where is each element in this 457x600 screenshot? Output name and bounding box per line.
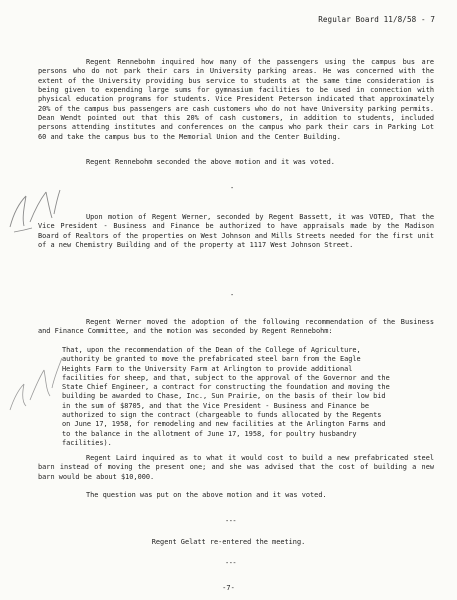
- separator-triple-dash: ---: [225, 559, 237, 567]
- page-number: -7-: [222, 584, 235, 592]
- separator-dash: -: [230, 291, 234, 299]
- handwritten-margin-note: [4, 340, 66, 420]
- paragraph-bus-inquiry: Regent Rennebohm inquired how many of the passengers using the campus bus are persons who do not park their cars in University parking areas. He was concerned with the extent of the University providing bus service to students at the same time consideration is being given to expending large sums for gymnasium facilities to be used in connection with physical education programs for students. Vice President Peterson indicated that approximately 20% of the campus bus passengers are cash customers who do not have University parking permits. Dean Wendt pointed out that this 20% of cash customers, in addition to students, included persons attending institutes and conferences on the campus who park their cars in Parking Lot 60 and take the campus bus to the Memorial Union and the Center Building.: [38, 58, 434, 141]
- separator-triple-dash: ---: [225, 517, 237, 525]
- resolution-block: That, upon the recommendation of the Dean of the College of Agriculture, authority be granted to move the prefabricated steel barn from the Eagle Heights Farm to the University Farm at Arlington to provide additional facilities for sheep, and that, subject to the approval of the Governor and the State Chief Engineer, a contract for constructing the foundation and moving the building be awarded to Chase, Inc., Sun Prairie, on the basis of their low bid in the sum of $8705, and that the Vice President - Business and Finance be authorized to sign the contract (chargeable to funds allocated by the Regents on June 17, 1958, for remodeling and new facilities at the Arlington Farms and to the balance in the allotment of June 17, 1958, for poultry husbandry facilities).: [62, 346, 390, 447]
- paragraph-question-voted: The question was put on the above motion and it was voted.: [86, 491, 327, 499]
- paragraph-gelatt-reentered: Regent Gelatt re-entered the meeting.: [151, 538, 306, 546]
- paragraph-werner-motion: Regent Werner moved the adoption of the following recommendation of the Business and Finance Committee, and the motion was seconded by Regent Rennebohm:: [38, 318, 434, 336]
- paragraph-rennebohm-seconded: Regent Rennebohm seconded the above motion and it was voted.: [86, 158, 335, 166]
- separator-dash: -: [230, 184, 234, 192]
- page-header: Regular Board 11/8/58 - 7: [318, 15, 435, 24]
- paragraph-appraisals-vote: Upon motion of Regent Werner, seconded by Regent Bassett, it was VOTED, That the Vice President - Business and Finance be authorized to have appraisals made by the Madison Board of Realtors of the properties on West Johnson and Mills Streets needed for the first unit of a new Chemistry Building and of the property at 1117 West Johnson Street.: [38, 213, 434, 250]
- paragraph-laird-inquiry: Regent Laird inquired as to what it would cost to build a new prefabricated steel barn instead of moving the present one; and she was advised that the cost of building a new barn would be about $10,000.: [38, 454, 434, 481]
